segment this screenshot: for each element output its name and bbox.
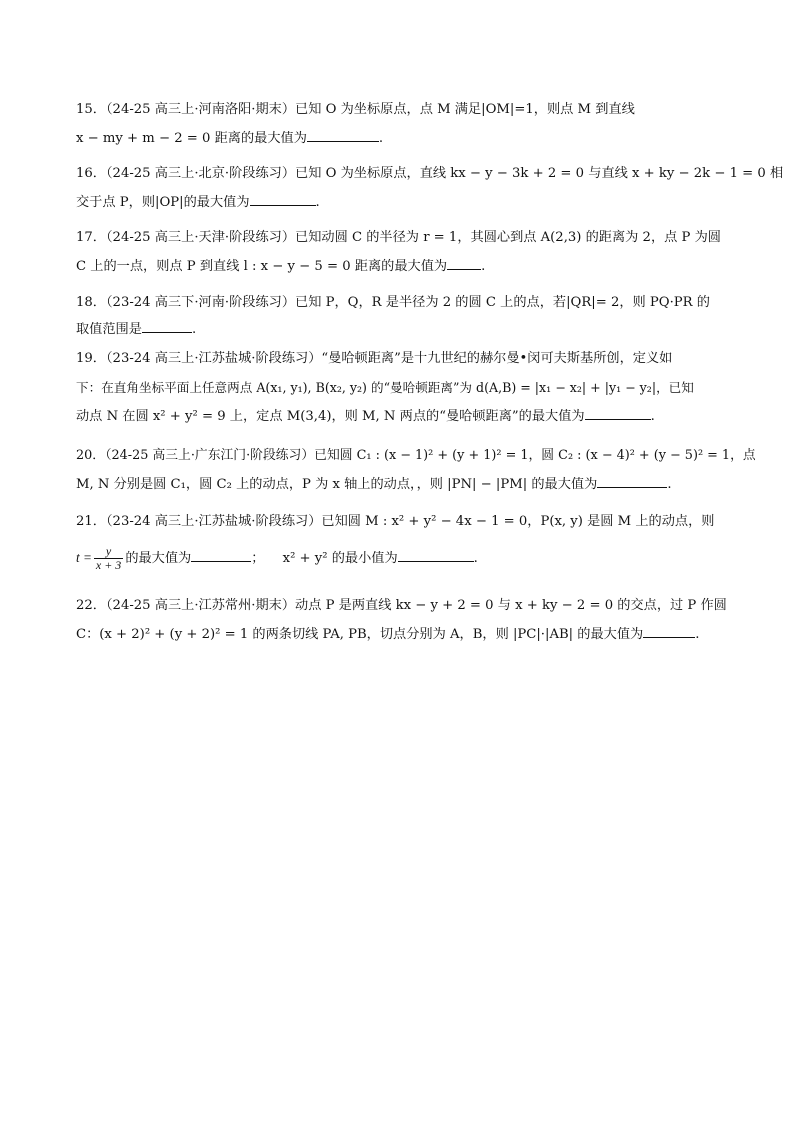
question-text: （24-25 高三上·广东江门·阶段练习）已知圆 C₁ : (x − 1)² + (y + 1)² = 1，圆 C₂ : (x − 4)² + (y − 5)² = 1，点 bbox=[105, 448, 756, 463]
question-number: 15． bbox=[76, 102, 106, 117]
answer-blank[interactable] bbox=[250, 193, 316, 206]
question-number: 20． bbox=[76, 448, 106, 463]
period: . bbox=[481, 259, 486, 274]
question-21 bbox=[76, 512, 740, 572]
question-text: M, N 分别是圆 C₁，圆 C₂ 上的动点，P 为 x 轴上的动点，，则 |PN| − |PM| 的最大值为 bbox=[76, 477, 598, 492]
answer-blank[interactable] bbox=[307, 129, 379, 142]
question-17 bbox=[76, 228, 740, 276]
answer-blank[interactable] bbox=[398, 549, 474, 562]
period: . bbox=[315, 195, 320, 210]
question-text: x − my + m − 2 = 0 距离的最大值为 bbox=[76, 131, 307, 146]
answer-blank[interactable] bbox=[597, 475, 667, 488]
period: . bbox=[378, 131, 384, 146]
formula-prefix: t = bbox=[76, 550, 92, 565]
answer-blank[interactable] bbox=[191, 549, 251, 562]
question-number: 18． bbox=[76, 295, 106, 310]
question-text: （24-25 高三上·河南洛阳·期末）已知 O 为坐标原点，点 M 满足|OM|=1，则点 M 到直线 bbox=[105, 102, 635, 117]
answer-blank[interactable] bbox=[585, 407, 651, 420]
question-19 bbox=[76, 349, 740, 426]
fraction-denominator: x + 3 bbox=[95, 558, 122, 572]
answer-blank[interactable] bbox=[643, 625, 695, 638]
question-number: 19． bbox=[76, 351, 106, 366]
question-text: 下：在直角坐标平面上任意两点 A(x₁, y₁), B(x₂, y₂) 的“曼哈顿距离”为 d(A,B) = |x₁ − x₂| + |y₁ − y₂|，已知 bbox=[76, 380, 694, 395]
question-text: 的最大值为 bbox=[125, 551, 192, 566]
answer-blank[interactable] bbox=[142, 320, 192, 333]
question-number: 16． bbox=[76, 166, 106, 181]
question-text: （23-24 高三上·江苏盐城·阶段练习）“曼哈顿距离”是十九世纪的赫尔曼•闵可夫斯基所创，定义如 bbox=[105, 351, 673, 366]
fraction-numerator: y bbox=[94, 545, 123, 559]
question-15 bbox=[76, 100, 740, 148]
question-text: （24-25 高三上·天津·阶段练习）已知动圆 C 的半径为 r = 1，其圆心到点 A(2,3) 的距离为 2，点 P 为圆 bbox=[105, 230, 721, 245]
question-text: 取值范围是 bbox=[76, 322, 142, 337]
period: . bbox=[650, 409, 655, 424]
question-text: C：(x + 2)² + (y + 2)² = 1 的两条切线 PA, PB，切点分别为 A，B，则 |PC|·|AB| 的最大值为 bbox=[76, 627, 644, 642]
question-18 bbox=[76, 293, 740, 339]
period: . bbox=[695, 627, 700, 642]
question-text: 动点 N 在圆 x² + y² = 9 上，定点 M(3,4)，则 M, N 两点的“曼哈顿距离”的最大值为 bbox=[76, 409, 585, 424]
question-number: 17． bbox=[76, 230, 106, 245]
answer-blank[interactable] bbox=[447, 257, 481, 270]
fraction bbox=[94, 545, 123, 572]
question-text: C 上的一点，则点 P 到直线 l : x − y − 5 = 0 距离的最大值为 bbox=[76, 259, 448, 274]
question-number: 21． bbox=[76, 514, 106, 529]
question-20 bbox=[76, 446, 756, 494]
question-text: x² + y² 的最小值为 bbox=[282, 551, 398, 566]
period: . bbox=[667, 477, 672, 492]
period: . bbox=[191, 322, 197, 337]
period: . bbox=[473, 551, 478, 566]
separator: ； bbox=[251, 551, 265, 566]
question-text: （23-24 高三上·江苏盐城·阶段练习）已知圆 M : x² + y² − 4x − 1 = 0，P(x, y) 是圆 M 上的动点，则 bbox=[105, 514, 715, 529]
question-text: （24-25 高三上·北京·阶段练习）已知 O 为坐标原点，直线 kx − y − 3k + 2 = 0 与直线 x + ky − 2k − 1 = 0 相 bbox=[105, 166, 784, 181]
question-22 bbox=[76, 596, 740, 644]
question-number: 22． bbox=[76, 598, 106, 613]
question-16 bbox=[76, 164, 784, 212]
question-text: （24-25 高三上·江苏常州·期末）动点 P 是两直线 kx − y + 2 = 0 与 x + ky − 2 = 0 的交点，过 P 作圆 bbox=[105, 598, 727, 613]
question-text: 交于点 P，则|OP|的最大值为 bbox=[76, 195, 250, 210]
question-text: （23-24 高三下·河南·阶段练习）已知 P，Q，R 是半径为 2 的圆 C 上的点，若|QR|= 2，则 PQ·PR 的 bbox=[105, 295, 710, 310]
